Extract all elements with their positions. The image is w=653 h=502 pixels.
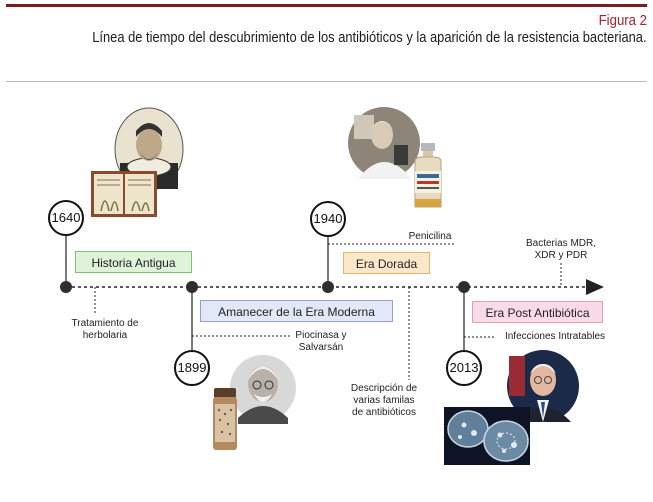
era-post-antibiotica: Era Post Antibiótica xyxy=(472,301,603,323)
node-1640 xyxy=(60,281,72,293)
scientist-lab-photo-icon xyxy=(348,105,420,181)
note-piocinasa: Piocinasa y Salvarsán xyxy=(295,330,347,353)
medicine-vial-icon xyxy=(212,388,238,450)
node-2013 xyxy=(458,281,470,293)
penicillin-bottle-icon xyxy=(411,143,445,209)
era-dorada: Era Dorada xyxy=(343,252,430,274)
herbal-book-icon xyxy=(91,171,157,217)
petri-dish-icon xyxy=(444,407,530,465)
year-1940: 1940 xyxy=(310,201,346,237)
note-descripcion: Descripción de varias familas de antibióticos xyxy=(350,383,418,418)
figure-caption: Línea de tiempo del descubrimiento de los antibióticos y la aparición de la resistencia bacteriana. xyxy=(92,29,647,46)
year-2013: 2013 xyxy=(446,350,482,386)
node-1940 xyxy=(322,281,334,293)
era-amanecer: Amanecer de la Era Moderna xyxy=(200,300,393,322)
note-bacterias: Bacterias MDR, XDR y PDR xyxy=(525,238,596,261)
note-infecciones: Infecciones Intratables xyxy=(504,331,606,342)
era-historia-antigua: Historia Antigua xyxy=(75,251,192,273)
year-1899: 1899 xyxy=(174,350,210,386)
year-1640: 1640 xyxy=(48,200,84,236)
scientist-portrait-icon xyxy=(230,352,296,424)
timeline-arrowhead xyxy=(586,279,604,295)
note-penicilina: Penicilina xyxy=(408,231,452,242)
figure-label: Figura 2 xyxy=(598,12,647,29)
node-1899 xyxy=(186,281,198,293)
note-herbolaria: Tratamiento de herbolaria xyxy=(71,318,139,341)
